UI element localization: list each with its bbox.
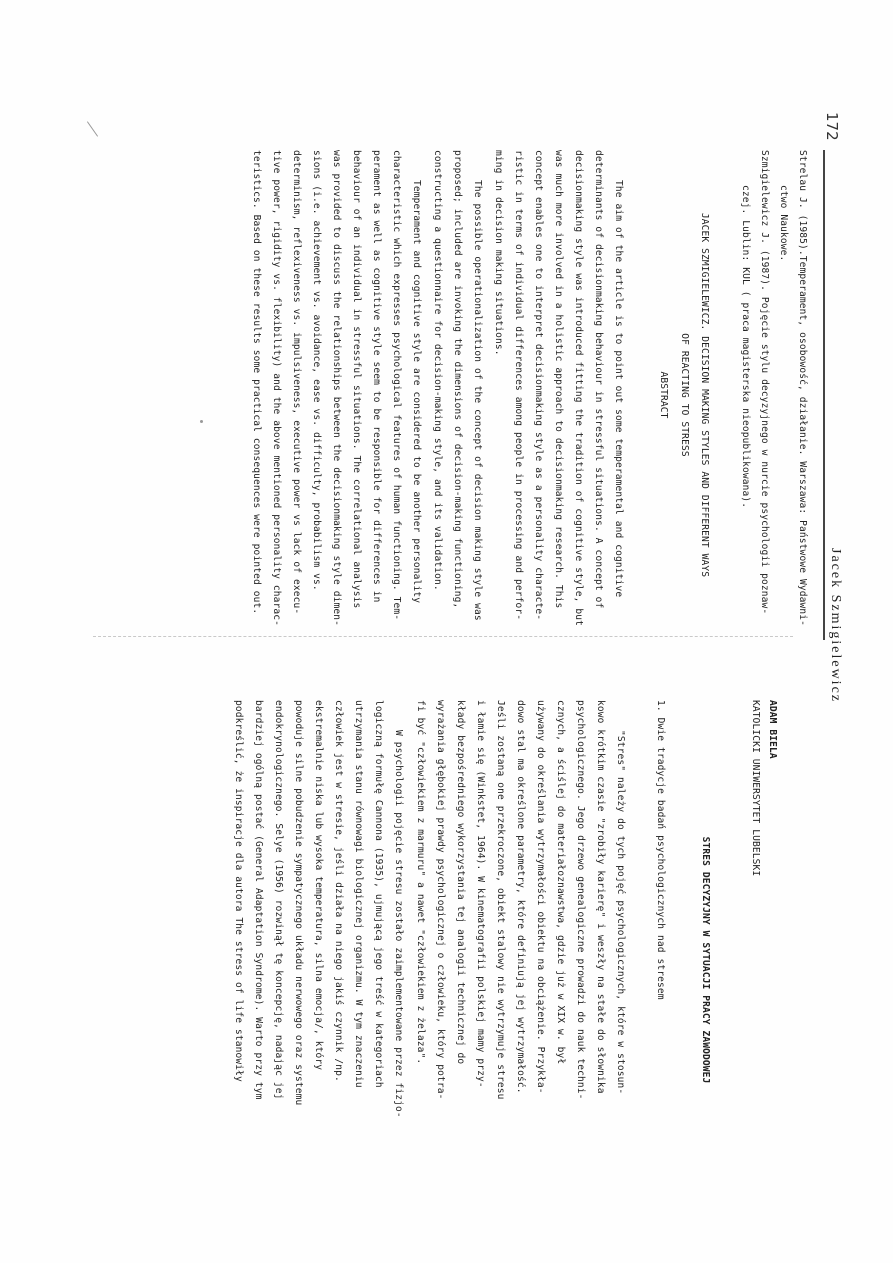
article-line: cznych, a ściślej do materiałoznawstwa, gdzie już w XIX w. był (555, 700, 566, 1065)
header-rule (824, 150, 826, 640)
article-line: fi być "człowiekiem z marmuru" a nawet "człowiekiem z żelaza". (415, 700, 426, 1065)
abstract-line: was much more involved in a holistic approach to decisionmaking research. This (553, 150, 564, 609)
reference-line: czej. Lublin: KUL ( praca magisterska nieopublikowana). (740, 185, 751, 509)
article-line: i łamie się (Winkstet, 1964). W kinematografii polskiej mamy przy- (475, 700, 486, 1088)
article-line: kowo krótkim czasie "zrobiły karierę" i weszły na stałe do słownika (595, 700, 606, 1094)
article-line: dowo stal ma określone parametry, które definiują jej wytrzymałość. (515, 700, 526, 1094)
running-head: Jacek Szmigielewicz (828, 548, 843, 704)
abstract-line: ming in decision making situations. (493, 150, 504, 356)
abstract-line: constructing a questionnaire for decision-making style, and its validation. (432, 150, 443, 591)
article-line: Jeśli zostaną one przekroczone, obiekt stalowy nie wytrzymuje stresu (495, 700, 506, 1100)
article-line: utrzymania stanu równowagi biologicznej organizmu. W tym znaczeniu (353, 700, 364, 1088)
article-line: psychologicznego. Jego drzewo genealogiczne prowadzi do nauk techni- (575, 700, 586, 1100)
abstract-line: Temperament and cognitive style are considered to be another personality (411, 180, 422, 604)
abstract-title: JACEK SZMIGIELEWICZ. DECISION MAKING STYLES AND DIFFERENT WAYS (699, 212, 710, 578)
page-number: 172 (823, 112, 841, 141)
abstract-line: The possible operationalization of the concept of decision making style was (472, 180, 483, 621)
article-line: logiczną formułę Cannona (1935), ujmującą jego treść w kategoriach (373, 700, 384, 1088)
article-line: ekstremalnie niska lub wysoka temperatura, silna emocja/, który (313, 700, 324, 1071)
reference-line: Strelau J. (1985).Temperament, osobowość, działanie. Warszawa: Państwowe Wydawni- (797, 150, 808, 626)
abstract-line: determinants of decisionmaking behaviour in stressful situations. A concept of (593, 150, 604, 609)
section-heading: 1. Dwie tradycje badań psychologicznych nad stresem (655, 700, 666, 1000)
article-line: wyrażania głębokiej prawdy psychologicznej o człowieku, który potra- (435, 700, 446, 1100)
abstract-line: ristic in terms of individual differences among people in processing and perfor- (513, 150, 524, 621)
abstract-line: determinism, reflexiveness vs. impulsiveness, executive power vs lack of execu- (291, 150, 302, 615)
abstract-line: perament as well as cognitive style seem to be responsible for differences in (371, 150, 382, 603)
article-line: powoduje silne pobudzenie sympatycznego układu nerwowego oraz systemu (293, 700, 304, 1106)
abstract-line: teristics. Based on these results some practical consequences were pointed out. (251, 150, 262, 615)
article-line: bardziej ogólną postać (General Adaptation Syndrome). Warto przy tym (253, 700, 264, 1100)
article-affiliation: KATOLICKI UNIWERSYTET LUBELSKI (750, 700, 761, 877)
abstract-line: sions (i.e. achievement vs. avoidance, ease vs. difficulty, probabilism vs. (311, 150, 322, 591)
reference-line: Szmigielewicz J. (1987). Pojęcie stylu decyzyjnego w nurcie psychologii poznaw- (759, 150, 770, 615)
article-author: ADAM BIELA (767, 700, 778, 759)
reference-line: ctwo Naukowe. (778, 185, 789, 262)
abstract-line: was provided to discuss the relationships between the decisionmaking style dimen- (331, 150, 342, 626)
article-line: człowiek jest w stresie, jeśli działa na niego jakiś czynnik /np. (333, 700, 344, 1082)
abstract-line: behaviour of an individual in stressful situations. The correlational analysis (351, 150, 362, 609)
article-line: "Stres" należy do tych pojęć psychologicznych, które w stosun- (615, 730, 626, 1095)
article-line: podkreślić, że inspiracje dla autora The stress of life stanowiły (233, 700, 244, 1082)
abstract-title-line2: OF REACTING TO STRESS (679, 333, 690, 457)
abstract-line: proposed; included are invoking the dimensions of decision-making functioning, (452, 150, 463, 609)
abstract-line: The aim of the article is to point out some temperamental and cognitive (613, 180, 624, 598)
scan-speck (200, 420, 203, 423)
article-title: STRES DECYZYJNY W SYTUACJI PRACY ZAWODOWEJ (700, 836, 711, 1084)
article-line: endokrynologicznego. Selye (1956) rozwinął tę koncepcję, nadając jej (273, 700, 284, 1100)
abstract-line: decisionmaking style was introduced fitting the tradition of cognitive style, but (573, 150, 584, 626)
abstract-heading: ABSTRACT (658, 371, 669, 419)
page-fold-line (93, 636, 793, 637)
article-line: W psychologii pojęcie stresu zostało zaimplementowane przez fizjo- (393, 730, 404, 1118)
scan-speck (87, 121, 98, 136)
abstract-line: characteristic which expresses psychological features of human functioning. Tem- (391, 150, 402, 621)
article-line: kłady bezpośredniego wykorzystania tej analogii technicznej do (455, 700, 466, 1065)
article-line: używany do określania wytrzymałości obiektu na obciążenie. Przykła- (535, 700, 546, 1094)
abstract-line: tive power, rigidity vs. flexibility) and the above mentioned personality charac- (271, 150, 282, 626)
abstract-line: concept enables one to interpret decisionmaking style as a personality characte- (533, 150, 544, 621)
